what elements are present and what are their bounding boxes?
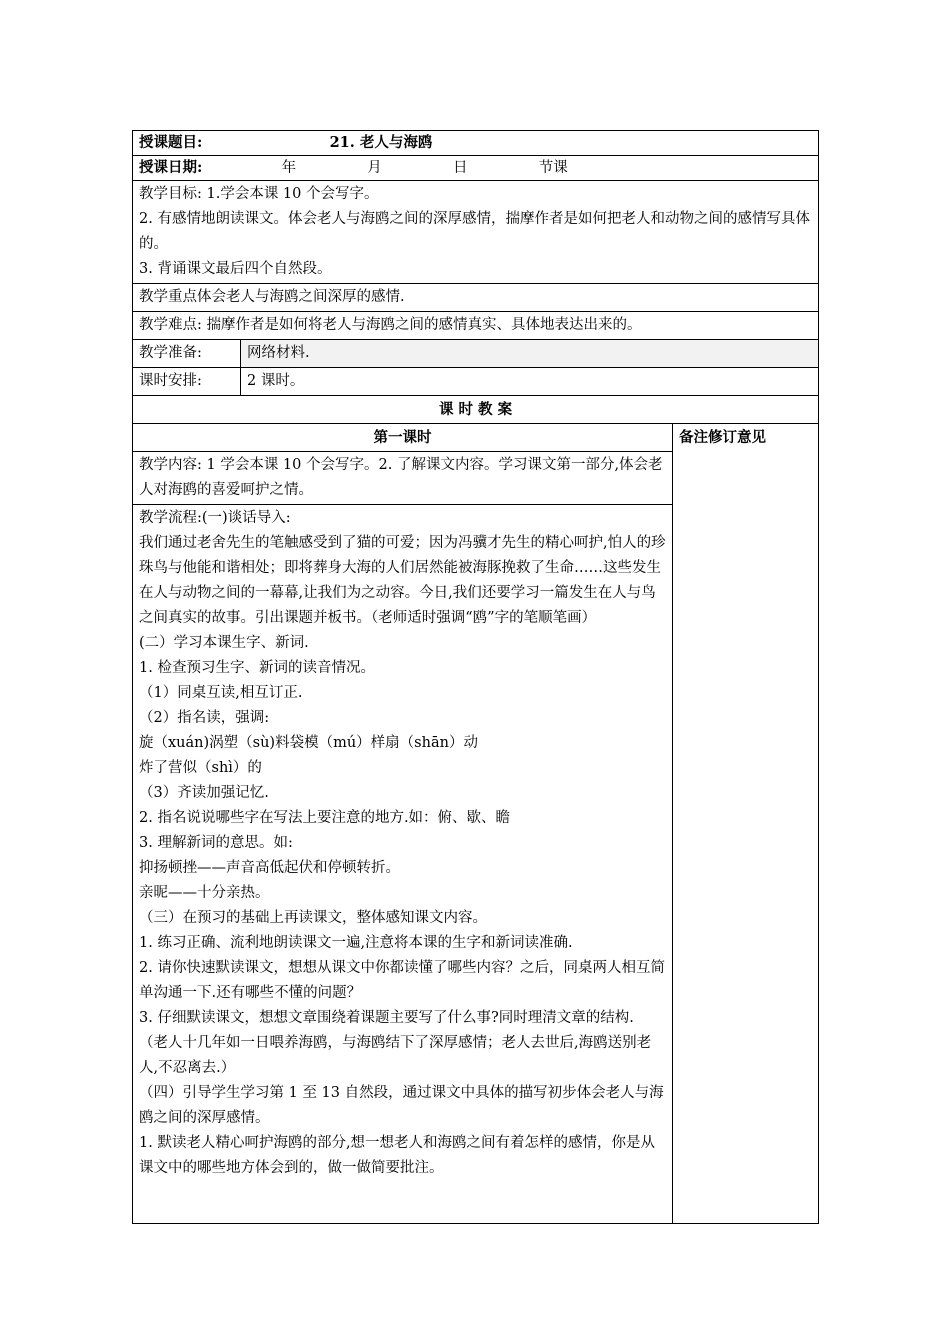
date-month: 月 [367,160,382,176]
topic-value: 21. 老人与海鸥 [329,134,433,151]
flow-line: 我们通过老舍先生的笔触感受到了猫的可爱；因为冯骥才先生的精心呵护,怕人的珍珠鸟与他能和谐相处；即将葬身大海的人们居然能被海豚挽救了生命……这些发生在人与动物之间的一幕幕,让我们为之动容。今日,我们还要学习一篇发生在人与鸟之间真实的故事。引出课题并板书。（老师适时强调“鸥”字的笔顺笔画） [139,535,666,626]
date-row [133,156,819,181]
prep-row [133,340,819,368]
flow-line: 亲昵——十分亲热。 [139,885,270,901]
flow-line: （3）齐读加强记忆. [139,785,269,801]
flow-line: 3. 理解新词的意思。如: [139,835,293,851]
topic-row [133,131,819,156]
date-day: 日 [453,160,468,176]
notes-header: 备注修订意见 [679,429,766,446]
first-period-title: 第一课时 [133,424,673,452]
objectives-row [133,181,819,284]
date-label: 授课日期: [139,159,203,176]
date-period: 节课 [538,160,568,176]
difficulty-text: 教学难点: 揣摩作者是如何将老人与海鸥之间的感情真实、具体地表达出来的。 [139,317,642,333]
objective-line: 2. 有感情地朗读课文。体会老人与海鸥之间的深厚感情，揣摩作者是如何把老人和动物之间的感情写具体的。 [139,211,810,252]
difficulty-row [133,312,819,340]
objective-line: 教学目标: 1.学会本课 10 个会写字。 [139,186,379,202]
lesson-plan-title: 课 时 教 案 [133,396,819,424]
flow-line: 教学流程:(一)谈话导入: [139,510,291,526]
flow-line: （三）在预习的基础上再读课文，整体感知课文内容。 [139,910,487,926]
flow-line: (二）学习本课生字、新词. [139,635,309,651]
flow-line: 2. 请你快速默读课文，想想从课文中你都读懂了哪些内容？之后，同桌两人相互简单沟通一下.还有哪些不懂的问题？ [139,960,665,1001]
flow-line: 抑扬顿挫——声音高低起伏和停顿转折。 [139,860,400,876]
flow-line: 1. 检查预习生字、新词的读音情况。 [139,660,375,676]
key-point-row [133,284,819,312]
lesson-plan-title-row [133,396,819,424]
period-header-row [133,424,819,452]
schedule-label: 课时安排: [133,368,241,396]
flow-line: （2）指名读，强调: [139,710,270,726]
date-year: 年 [281,160,297,176]
content-text: 教学内容: 1 学会本课 10 个会写字。2. 了解课文内容。学习课文第一部分,体会老人对海鸥的喜爱呵护之情。 [139,457,663,498]
flow-line: 2. 指名说说哪些字在写法上要注意的地方.如：俯、歇、瞻 [139,810,511,826]
prep-value: 网络材料. [241,340,819,368]
flow-line: 炸了营似（shì）的 [139,760,262,776]
schedule-row [133,368,819,396]
notes-column [673,424,819,1224]
topic-label: 授课题目: [139,134,203,151]
flow-line: 1. 默读老人精心呵护海鸥的部分,想一想老人和海鸥之间有着怎样的感情，你是从课文中的哪些地方体会到的，做一做简要批注。 [139,1135,656,1176]
key-point-text: 教学重点体会老人与海鸥之间深厚的感情. [139,289,405,305]
flow-line: （1）同桌互读,相互订正. [139,685,303,701]
prep-label: 教学准备: [133,340,241,368]
schedule-value: 2 课时。 [241,368,819,396]
flow-line: 1. 练习正确、流利地朗读课文一遍,注意将本课的生字和新词读准确. [139,935,573,951]
lesson-plan-document [132,130,818,1224]
objective-line: 3. 背诵课文最后四个自然段。 [139,261,332,277]
flow-line: （四）引导学生学习第 1 至 13 自然段，通过课文中具体的描写初步体会老人与海鸥之间的深厚感情。 [139,1085,664,1126]
lesson-plan-table [132,130,819,1224]
flow-line: 3. 仔细默读课文，想想文章围绕着课题主要写了什么事?同时理清文章的结构. [139,1010,634,1026]
flow-line: （老人十几年如一日喂养海鸥，与海鸥结下了深厚感情；老人去世后,海鸥送别老人,不忍离去.） [139,1035,652,1076]
flow-line: 旋（xuán)涡塑（sù)料袋模（mú）样扇（shān）动 [139,735,478,751]
